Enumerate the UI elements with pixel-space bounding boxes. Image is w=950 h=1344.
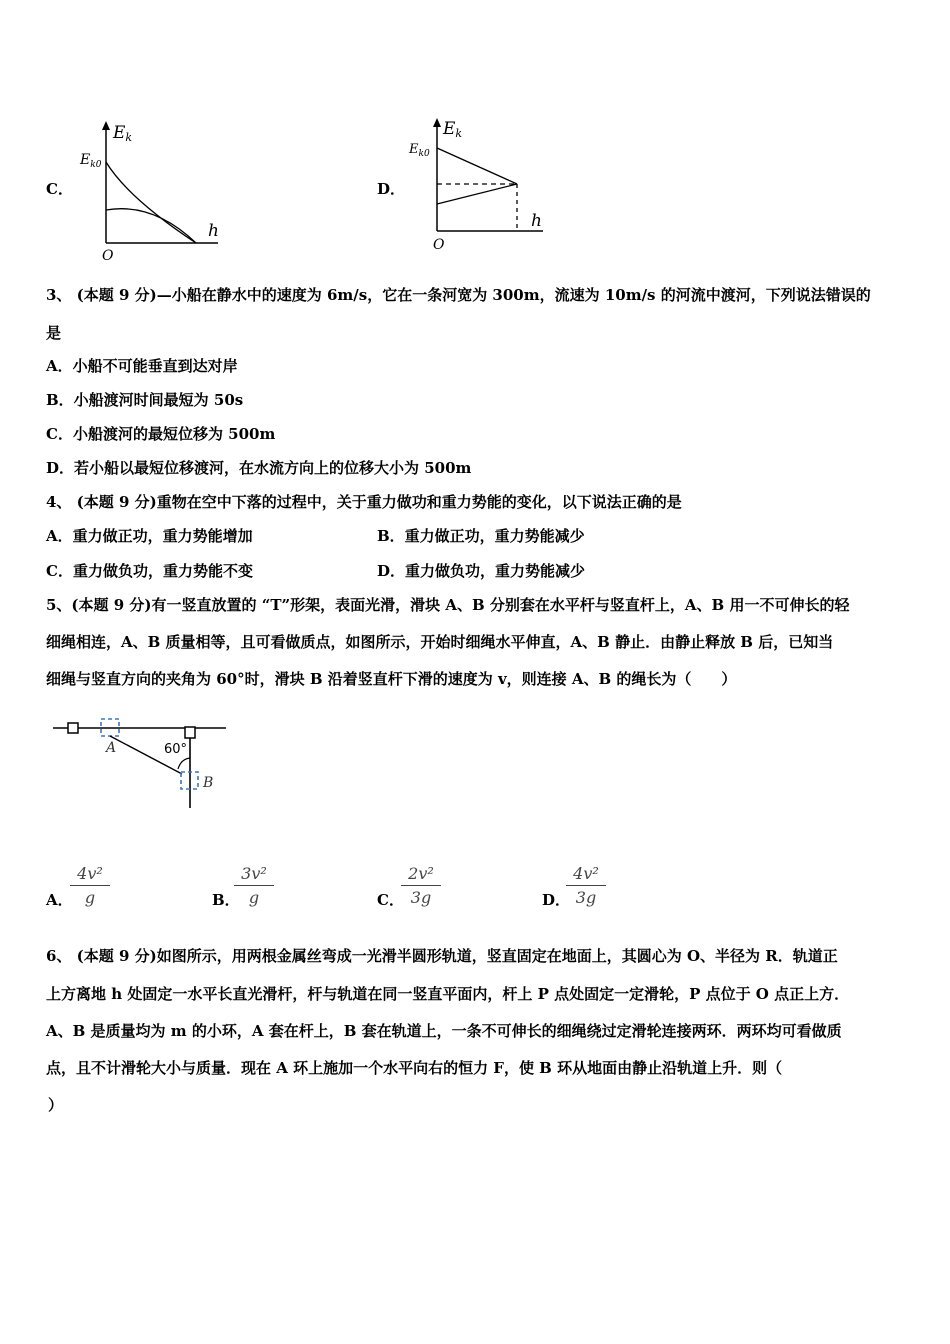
- q4-option-c: C．重力做负功，重力势能不变: [46, 562, 253, 580]
- q5-option-d-label: D．: [542, 891, 571, 909]
- svg-text:B: B: [203, 775, 214, 791]
- q3-option-d: D．若小船以最短位移渡河，在水流方向上的位移大小为 500m: [46, 459, 472, 477]
- q4-option-b: B．重力做正功，重力势能减少: [377, 527, 585, 545]
- svg-text:Ek0: $E_{k0}$: [80, 152, 102, 170]
- q5-stem-line2: 细绳相连，A、B 质量相等，且可看做质点，如图所示，开始时细绳水平伸直，A、B 静止．由静止释放 B 后，已知当: [46, 633, 834, 651]
- svg-text:Ek: Ek: [113, 123, 133, 144]
- q3-stem-line1: 3、 (本题 9 分)—小船在静水中的速度为 6m/s，它在一条河宽为 300m，流速为 10m/s 的河流中渡河，下列说法错误的: [46, 286, 871, 304]
- q3-option-b: B．小船渡河时间最短为 50s: [46, 391, 244, 409]
- q6-stem-line5: ）: [48, 1096, 64, 1114]
- svg-text:Ek0: $E_{k0}$: [409, 142, 430, 159]
- graph-c: [78, 118, 228, 266]
- svg-text:h: h: [208, 221, 219, 241]
- q6-stem-line1: 6、 (本题 9 分)如图所示，用两根金属丝弯成一光滑半圆形轨道，竖直固定在地面上，其圆心为 O、半径为 R．轨道正: [46, 947, 838, 965]
- q5-option-b-fraction: $\frac{\text{3v²}}{g}$: [234, 864, 274, 907]
- svg-text:A: A: [106, 740, 117, 756]
- q5-option-a-fraction: $\frac{\text{4v²}}{g}$: [70, 864, 110, 907]
- q5-t-frame-figure: [50, 712, 230, 812]
- option-d-label: D．: [377, 180, 406, 198]
- q3-option-a: A．小船不可能垂直到达对岸: [46, 357, 238, 375]
- q5-option-c-label: C．: [377, 891, 404, 909]
- q5-option-b-label: B．: [212, 891, 240, 909]
- q6-stem-line3: A、B 是质量均为 m 的小环，A 套在杆上，B 套在轨道上，一条不可伸长的细绳绕过定滑轮连接两环．两环均可看做质: [46, 1022, 842, 1040]
- q6-stem-line2: 上方离地 h 处固定一水平长直光滑杆，杆与轨道在同一竖直平面内，杆上 P 点处固定一定滑轮，P 点位于 O 点正上方．: [46, 985, 850, 1003]
- q6-stem-line4: 点，且不计滑轮大小与质量．现在 A 环上施加一个水平向右的恒力 F，使 B 环从地面由静止沿轨道上升．则（: [46, 1059, 783, 1077]
- svg-text:60°: 60°: [164, 742, 188, 757]
- q5-option-a-label: A．: [46, 891, 73, 909]
- q4-option-a: A．重力做正功，重力势能增加: [46, 527, 253, 545]
- q4-option-d: D．重力做负功，重力势能减少: [377, 562, 586, 580]
- q4-stem: 4、 (本题 9 分)重物在空中下落的过程中，关于重力做功和重力势能的变化，以下说法正确的是: [46, 493, 682, 511]
- q3-stem-line2: 是: [46, 324, 62, 342]
- option-c-label: C．: [46, 180, 73, 198]
- graph-d: [405, 115, 555, 255]
- q5-stem-line1: 5、(本题 9 分)有一竖直放置的 “T”形架，表面光滑，滑块 A、B 分别套在水平杆与竖直杆上，A、B 用一不可伸长的轻: [46, 596, 850, 614]
- svg-text:Ek: Ek: [443, 119, 463, 140]
- q3-option-c: C．小船渡河的最短位移为 500m: [46, 425, 276, 443]
- q5-stem-line3: 细绳与竖直方向的夹角为 60°时，滑块 B 沿着竖直杆下滑的速度为 v，则连接 A、B 的绳长为（ ）: [46, 670, 737, 688]
- q5-option-c-fraction: $\frac{\text{2v²}}{3g}$: [401, 864, 441, 907]
- svg-text:O: O: [102, 248, 114, 264]
- svg-text:O: O: [433, 237, 445, 253]
- q5-option-d-fraction: $\frac{\text{4v²}}{3g}$: [566, 864, 606, 907]
- svg-text:h: h: [531, 211, 542, 231]
